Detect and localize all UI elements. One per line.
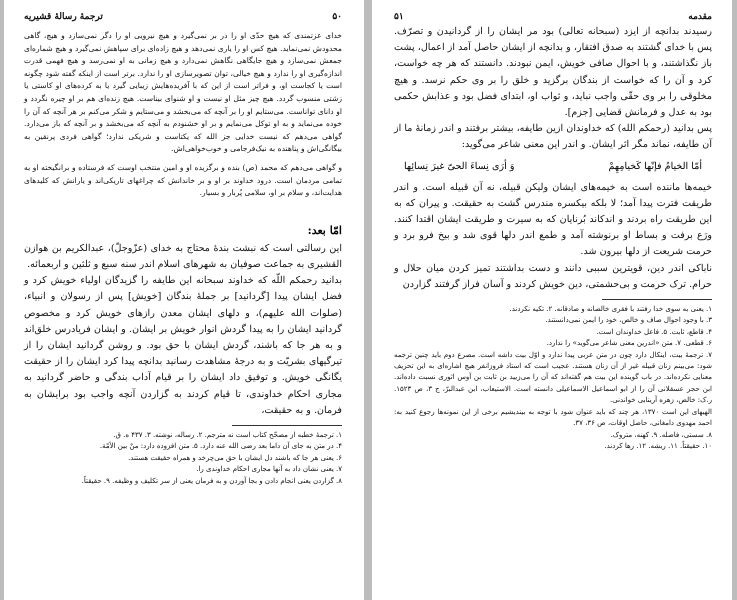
second-paragraph: و گواهی می‌دهم که محمد (ص) بنده و برگزیده او و امین منتخب اوست که فرستاده و برانگیخته او به تمامی مردمان است. درود خداوند بر او و بر خاندانش که چراغهای تاریکی‌اند و یارانش که کلیدهای هدایت‌اند، و سلام بر او، سلامی پُربار و بسیار. [24, 162, 342, 198]
paragraph-2: پس بدانید (رحمکم الله) که خداوندان ازین طایفه، بیشتر برفتند و اندر زمانهٔ ما از آن طایفه، نماند مگر اثر ایشان. و اندر این معنی شاعر می‌گوید: [394, 123, 712, 151]
verse-second-hemistich: وَ أرَی نِساءَ الحیّ غیرَ نِسائِها [404, 160, 515, 172]
left-page [4, 0, 364, 600]
intro-paragraph: خدای عزتمندی که هیچ حدّی او را در بر نمی‌گیرد و هیچ نیرویی او را دگر نمی‌سازد و هیچ، گاهی محدودش نمی‌نماید. هیچ کس او را یاری نمی‌دهد و هیچ زاده‌ای برای سپاهش نمی‌گیرد و هیچ شماره‌ای جمعش نمی‌سازد و هیچ جایگاهی نگاهش نمی‌دارد و هیچ زمانی به او نمی‌رسد و هیچ فهمی قدرت اندازه‌گیری او را ندارد و هیچ خیالی، توان تصویرسازی او را ندارد. برتر است از اینکه گفته شود چگونه است یا کجاست او، و فراتر است از این که با آفریده‌هایش زیبایی گیرد یا به کرده‌های او کاستی یا زشتی منسوب گردد. هیچ چیز مثل او نیست و او شنوای بیناست. هیچ زنده‌ای هم بر او چیره نگردد و او دانای تواناست. می‌ستایم او را بر آنچه که می‌بخشد و می‌ستایم و شکر می‌کنم بر هر آنچه که آن را خوده می‌نماید و به او توکل می‌نمایم و بر او خشنودم به آنچه که می‌بخشد و بر آنچه که باز می‌دارد. گواهی می‌دهم که نیست خدایی جز الله که یکتاست و شریکی ندارد؛ گواهی فردی پرنقین به بیگانگی‌اش و پناهنده به نیک‌فرجامی و خوب‌خواهی‌اش. [24, 31, 342, 154]
running-title: مقدمه [688, 12, 712, 22]
footnote-line: ۳. با وجود احوال صاف و خالص، خود را ایمن نمی‌دانستند. [545, 316, 712, 325]
paragraph-1: رسیدند بدانچه از ایزد (سبحانه تعالی) بود مر ایشان را از گردانیدن و تصرّف. پس با خدای گشتند به صدق افتقار، و بدانچه از ایشان حاصل آمد از اعمال، پشت باز نگذاشتند، و با احوال صافی خویش، ایمن نبودند. دانستند که هر چه خواست، کرد و آن را که خواست از بندگان برگزید و خلق را بر وی حکم نرسد. و هیچ مخلوقی را بر وی حقّی واجب نباید، و ثواب او، ابتدای فضل بود و عذابش حکمی بود به عدل و فرمانش قضایی [جزم]. [394, 26, 712, 119]
right-page [372, 0, 732, 600]
page-header [24, 10, 342, 24]
footnote-line: ۸. گزاردن یعنی انجام دادن و بجا آوردن و به فرمان یعنی از سر تکلیف و وظیفه. ۹. حقیقتاً. [81, 476, 342, 485]
verse [404, 158, 702, 176]
footnote-line: ۴. قاطع، ثابت. ۵. فاعل خداوندان است. [596, 327, 712, 336]
main-paragraph-1: این رسالتی است که نبشت بندهٔ محتاج به خدای (عزّوجلّ)، عبدالکریم بن هوازن القشیری به جماعت صوفیان به شهرهای اسلام اندر سنه سبع و ثلثین و اربعمائه. [24, 242, 342, 270]
paragraph-4: ناباکی اندر دین، قویترین سببی دانند و دست بداشتند تمیز کردن میان حلال و حرام. ترک حرمت و بی‌حشمتی، دین خویش کردند و آسان فراز گرفتند گزاردن [394, 262, 712, 290]
footnote-line: ۶. یعنی هر جا که باشند دل ایشان با حق می‌چرخد و همراه حقیقت هستند. [128, 453, 342, 462]
footnote-line: ۱. یعنی به سوی خدا رفتند با فقری خالصانه و صادقانه. ۲. تکیه نکردند. [509, 305, 712, 314]
footnote-line: ۷. یعنی نشان داد به آنها مجاری احکام خداوندی را. [196, 465, 342, 474]
page-number: ۵۱ [394, 12, 404, 22]
verse-first-hemistich: أمّا الخیامُ فإنّها کَخیامِهِمْ [608, 160, 702, 172]
footnote-rule [602, 299, 712, 300]
footnote-line: الهیهای این است ۱۳۷۰، هر چند که باید عنوان شود با توجه به بیندیشیم برخی از این نمونه‌ها رجوع کنید به: احمد مهدوی دامغانی، حاصل اوقات، ص ۳۶، ۳۷. [394, 407, 712, 428]
footnote-line: ۱. ترجمهٔ خطبه از مصحّح کتاب است نه مترجم. ۲. رساله، نوشته. ۳. ۴۳۷ ه. ق. [113, 430, 342, 439]
footnote-line: ۶. قطعی. ۷. متن «اندرین معنی شاعر می‌گوید» را ندارد. [546, 339, 712, 348]
main-paragraph-2: بدانید رحمکم اللّه که خداوند سبحانه این طایفه را گزیدگان اولیاء خویش کرد و فضل ایشان پیدا [گردانید] بر جملهٔ بندگان [خویش] پس از رسولان و انبیاء، (صلوات الله علیهم)، و دلهای ایشان معدن رازهای خویش کرد و مخصوص گردانید ایشان را به پیدا گردش انوار خویش بر ایشان. و ایشان فریادرس خلق‌اند و به هر جا که باشند، گردش ایشان با حق بود. و روشن گردانید ایشان را از تیرگیهای بشریّت و به درجهٔ مشاهدت رسانید بدانچه پیدا کرد ایشان را از حقیقت یگانگی خویش. و توفیق داد ایشان را بر قیام آداب بندگی و حاضر گردانید به مجاری احکام خداوندی، تا قیام کردند به گزاردن آنچه واجب بود برایشان به فرمان. و به حقیقت، [24, 275, 342, 416]
footnote-line: ۸. سستی، فاصله. ۹. کهنه، متروک. [610, 430, 712, 439]
paragraph-3: خیمه‌ها ماننده است به خیمه‌های ایشان ولیکن قبیله، نه آن قبیله است. و اندر طریقت فترت پیدا آمد؛ لا بلکه بیکسره مندرس گشت به حقیقت. و پیران که به این طریقت راه بردند و اندکاند بُرنایان که به سیرت و طریقت ایشان اقتدا کنند. ورَع برفت و بساط او برنوشته آمد و طمع اندر دلها قوی شد و بیخ فرو برد و حرمت شریعت از دلها بیرون شد. [394, 181, 712, 258]
page-header [394, 10, 712, 24]
page-number: ۵۰ [332, 12, 342, 22]
footnote-line: ۴. در متن به جای آن داما بعد رضی الله عنه دارد. ۵. متن افزوده دارد: منْ بین الأمّة. [99, 442, 342, 451]
footnotes [394, 304, 712, 452]
section-heading: امّا بعد: [307, 223, 342, 237]
running-title: ترجمهٔ رسالهٔ قشیریه [24, 12, 103, 22]
footnote-line: ۱۰. حقیقتاً. ۱۱. ریشه. ۱۲. رها کردند. [604, 441, 712, 450]
footnote-line: ۷. ترجمهٔ بیت، اینکال دارد چون در متن عربی پیدا ندارد و اوّل بیت داشه است. مصرع دوم باید چنین ترجمه شود: می‌بینم زنان قبیله غیر از آن زنان هستند. عجیب است که استاد فروزانفر هیچ اشاره‌ای به این تحریف معنایی نکرده‌اند. در باب گوینده این بیت هم گفته‌اند که آن را می‌زیید بن ثابت بن آوس اثوری نسبت داده‌اند. ابن حجر عسقلانی آن را از ابو اسماعیل الاسماعیلی دانسته است. الاستیعاب، ابن عبدالبرّ، ج ۳، ص ۱۵۲۳. ر.ک: خالص، زهره آرینابی خواندنی. [394, 350, 712, 405]
footnote-rule [232, 425, 342, 426]
footnotes [24, 430, 342, 487]
